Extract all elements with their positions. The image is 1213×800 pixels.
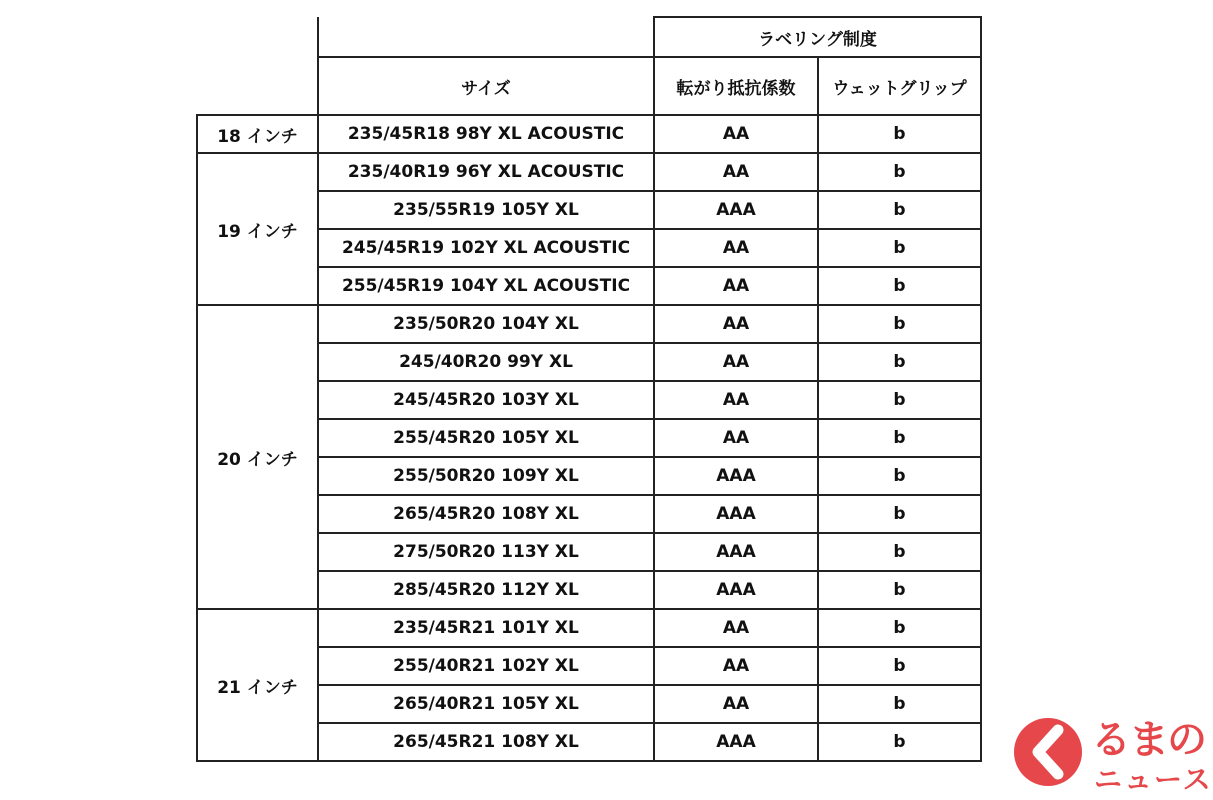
size-cell: 265/40R21 105Y XL — [318, 685, 654, 723]
wet-grip-cell: b — [818, 267, 981, 305]
rolling-resistance-cell: AAA — [654, 457, 818, 495]
size-cell: 255/45R19 104Y XL ACOUSTIC — [318, 267, 654, 305]
size-cell: 235/45R21 101Y XL — [318, 609, 654, 647]
rolling-resistance-column-header: 転がり抵抗係数 — [654, 57, 818, 115]
size-cell: 265/45R20 108Y XL — [318, 495, 654, 533]
rolling-resistance-cell: AA — [654, 381, 818, 419]
logo-text-bottom: ニュース — [1094, 763, 1213, 796]
size-cell: 235/50R20 104Y XL — [318, 305, 654, 343]
rolling-resistance-cell: AA — [654, 609, 818, 647]
rolling-resistance-cell: AA — [654, 229, 818, 267]
size-column-header: サイズ — [318, 57, 654, 115]
logo-mark-icon — [1008, 706, 1088, 796]
wet-grip-cell: b — [818, 153, 981, 191]
size-cell: 255/40R21 102Y XL — [318, 647, 654, 685]
rolling-resistance-cell: AA — [654, 267, 818, 305]
wet-grip-cell: b — [818, 343, 981, 381]
labeling-system-header: ラベリング制度 — [654, 17, 981, 57]
size-cell: 255/45R20 105Y XL — [318, 419, 654, 457]
size-cell: 275/50R20 113Y XL — [318, 533, 654, 571]
rolling-resistance-cell: AA — [654, 115, 818, 153]
inch-group-label: 20 インチ — [197, 305, 318, 609]
wet-grip-cell: b — [818, 723, 981, 761]
header-row-group — [197, 17, 981, 57]
header-blank-cell — [197, 17, 318, 57]
kuruma-news-logo — [1008, 706, 1213, 796]
size-cell: 265/45R21 108Y XL — [318, 723, 654, 761]
size-cell: 245/45R20 103Y XL — [318, 381, 654, 419]
wet-grip-cell: b — [818, 115, 981, 153]
rolling-resistance-cell: AAA — [654, 723, 818, 761]
table-body — [197, 115, 981, 761]
rolling-resistance-cell: AA — [654, 685, 818, 723]
rolling-resistance-cell: AAA — [654, 191, 818, 229]
header-blank-cell — [197, 57, 318, 115]
size-cell: 235/55R19 105Y XL — [318, 191, 654, 229]
rolling-resistance-cell: AAA — [654, 571, 818, 609]
rolling-resistance-cell: AA — [654, 305, 818, 343]
wet-grip-cell: b — [818, 457, 981, 495]
rolling-resistance-cell: AAA — [654, 495, 818, 533]
size-cell: 235/40R19 96Y XL ACOUSTIC — [318, 153, 654, 191]
wet-grip-cell: b — [818, 609, 981, 647]
wet-grip-cell: b — [818, 229, 981, 267]
wet-grip-cell: b — [818, 647, 981, 685]
table-row — [197, 609, 981, 647]
size-cell: 285/45R20 112Y XL — [318, 571, 654, 609]
header-blank-cell — [318, 17, 654, 57]
size-cell: 245/45R19 102Y XL ACOUSTIC — [318, 229, 654, 267]
table-row — [197, 115, 981, 153]
wet-grip-cell: b — [818, 685, 981, 723]
header-row-columns — [197, 57, 981, 115]
wet-grip-cell: b — [818, 571, 981, 609]
rolling-resistance-cell: AA — [654, 153, 818, 191]
size-cell: 245/40R20 99Y XL — [318, 343, 654, 381]
size-cell: 255/50R20 109Y XL — [318, 457, 654, 495]
wet-grip-cell: b — [818, 305, 981, 343]
inch-group-label: 18 インチ — [197, 115, 318, 153]
wet-grip-cell: b — [818, 191, 981, 229]
wet-grip-cell: b — [818, 419, 981, 457]
wet-grip-cell: b — [818, 381, 981, 419]
logo-text-top: るまの — [1091, 717, 1205, 763]
table-row — [197, 305, 981, 343]
inch-group-label: 21 インチ — [197, 609, 318, 761]
inch-group-label: 19 インチ — [197, 153, 318, 305]
rolling-resistance-cell: AA — [654, 343, 818, 381]
wet-grip-cell: b — [818, 495, 981, 533]
rolling-resistance-cell: AAA — [654, 533, 818, 571]
wet-grip-cell: b — [818, 533, 981, 571]
size-cell: 235/45R18 98Y XL ACOUSTIC — [318, 115, 654, 153]
wet-grip-column-header: ウェットグリップ — [818, 57, 981, 115]
table-row — [197, 153, 981, 191]
tire-size-table — [196, 16, 982, 762]
rolling-resistance-cell: AA — [654, 647, 818, 685]
rolling-resistance-cell: AA — [654, 419, 818, 457]
